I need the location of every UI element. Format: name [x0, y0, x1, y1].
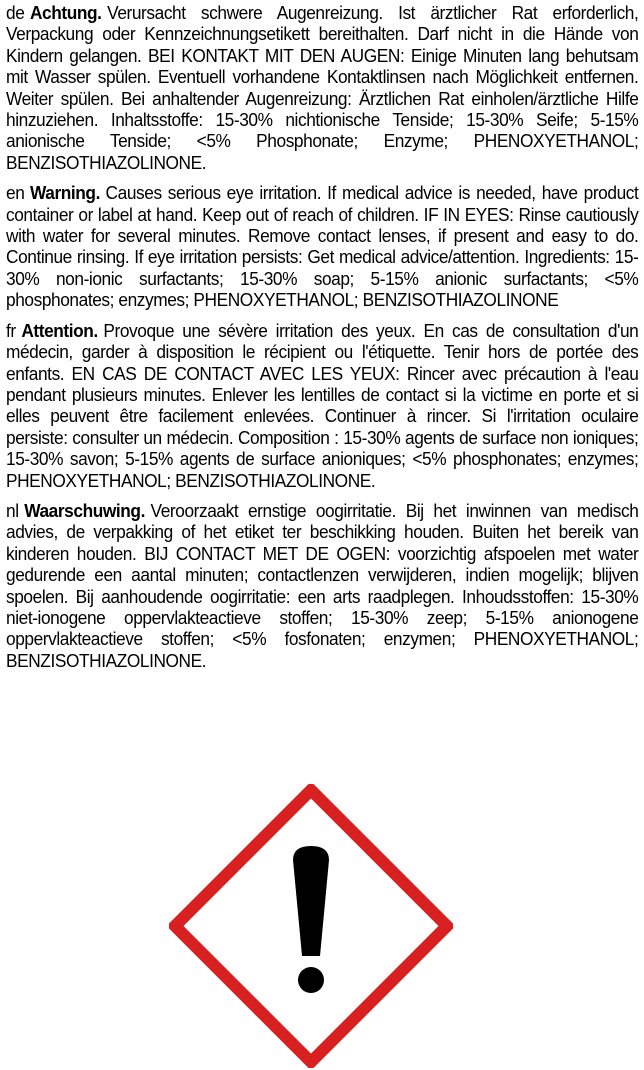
signal-word: Attention. [21, 319, 98, 341]
hazard-statement: Verursacht schwere Augenreizung. Ist ärztlicher Rat erforderlich, Verpackung oder Kennzeichnungsetikett bereithalten. Darf nicht in die Hände von Kindern gelangen. BEI KONTAKT MIT DEN AUGEN: Einige Minuten lang behutsam mit Wasser spülen. Eventuell vorhandene Kontaktlinsen nach Möglichkeit entfernen. Weiter spülen. Bei anhaltender Augenreizung: Ärztlichen Rat einholen/ärztliche Hilfe hinzuziehen. Inhaltsstoffe: 15-30% nichtionische Tenside; 15-30% Seife; 5-15% anionische Tenside; <5% Phosphonate; Enzyme; PHENOXYETHANOL; BENZISOTHIAZOLINONE. [6, 2, 639, 173]
signal-word: Warning. [29, 182, 100, 204]
language-code: en [6, 182, 25, 204]
signal-word: Waarschuwing. [24, 499, 145, 521]
language-code: de [6, 2, 25, 23]
hazard-text-nl [6, 500, 638, 671]
ghs07-exclamation-mark-icon [169, 784, 453, 1068]
hazard-text-fr [6, 320, 638, 491]
hazard-statement: Causes serious eye irritation. If medical advice is needed, have product container or label at hand. Keep out of reach of children. IF IN EYES: Rinse cautiously with water for several minutes. Remove contact lenses, if present and easy to do. Continue rinsing. If eye irritation persists: Get medical advice/attention. Ingredients: 15-30% non-ionic surfactants; 15-30% soap; 5-15% anionic surfactants; <5% phosphonates; enzymes; PHENOXYETHANOL; BENZISOTHIAZOLINONE [6, 182, 639, 311]
signal-word: Achtung. [29, 2, 102, 23]
hazard-statement: Veroorzaakt ernstige oogirritatie. Bij het inwinnen van medisch advies, de verpakking of het etiket ter beschikking houden. Buiten het bereik van kinderen houden. BIJ CONTACT MET DE OGEN: voorzichtig afspoelen met water gedurende een aantal minuten; contactlenzen verwijderen, indien mogelijk; blijven spoelen. Bij aanhoudende oogirritatie: een arts raadplegen. Inhoudsstoffen: 15-30% niet-ionogene oppervlakteactieve stoffen; 15-30% zeep; 5-15% anionogene oppervlakteactieve stoffen; <5% fosfonaten; enzymen; PHENOXYETHANOL; BENZISOTHIAZOLINONE. [6, 499, 639, 671]
hazard-statement: Provoque une sévère irritation des yeux. En cas de consultation d'un médecin, garder à disposition le récipient ou l'étiquette. Tenir hors de portée des enfants. EN CAS DE CONTACT AVEC LES YEUX: Rincer avec précaution à l'eau pendant plusieurs minutes. Enlever les lentilles de contact si la victime en porte et si elles peuvent être facilement enlevées. Continuer à rincer. Si l'irritation oculaire persiste: consulter un médecin. Composition : 15-30% agents de surface non ioniques; 15-30% savon; 5-15% agents de surface anioniques; <5% phosphonates; enzymes; PHENOXYETHANOL; BENZISOTHIAZOLINONE. [6, 319, 639, 491]
hazard-text-en [6, 182, 638, 310]
language-code: nl [6, 499, 19, 521]
exclamation-dot [298, 967, 324, 993]
hazard-text-de [6, 2, 638, 173]
language-code: fr [6, 319, 16, 341]
